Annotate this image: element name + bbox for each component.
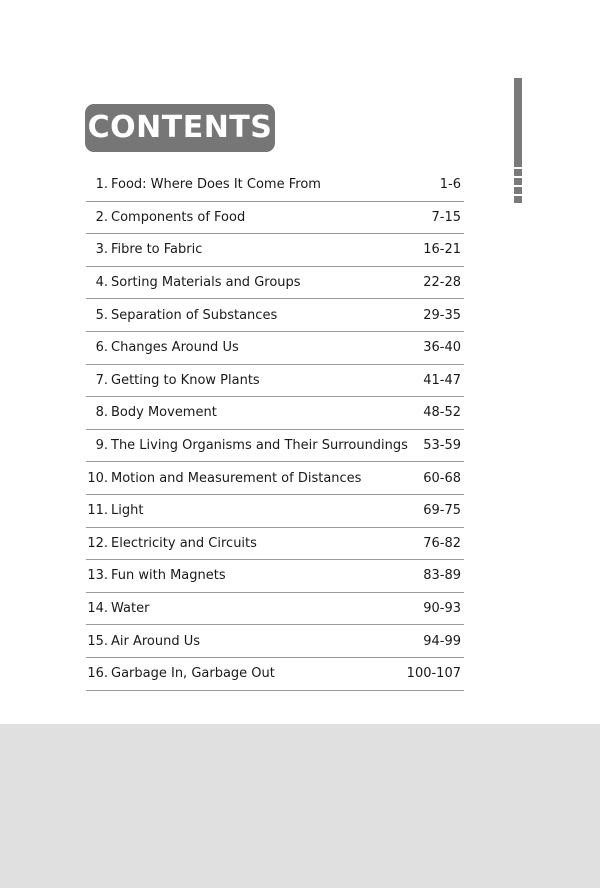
chapter-number: 11.	[87, 503, 108, 519]
chapter-title[interactable]: Food: Where Does It Come From	[111, 177, 321, 193]
toc-row[interactable]	[86, 593, 464, 626]
chapter-number: 1.	[95, 177, 108, 193]
chapter-number: 10.	[87, 470, 108, 486]
table-of-contents	[86, 169, 464, 691]
toc-row[interactable]	[86, 430, 464, 463]
chapter-number: 13.	[87, 568, 108, 584]
page-range: 7-15	[431, 209, 461, 225]
page-range: 16-21	[423, 242, 461, 258]
chapter-title[interactable]: Water	[111, 601, 150, 617]
page-range: 90-93	[423, 601, 461, 617]
chapter-number: 6.	[95, 340, 108, 356]
chapter-number: 8.	[95, 405, 108, 421]
chapter-title[interactable]: Sorting Materials and Groups	[111, 275, 301, 291]
toc-row[interactable]	[86, 397, 464, 430]
chapter-number: 9.	[95, 438, 108, 454]
page-range: 41-47	[423, 372, 461, 388]
toc-row[interactable]	[86, 234, 464, 267]
chapter-number: 15.	[87, 633, 108, 649]
toc-row[interactable]	[86, 528, 464, 561]
chapter-number: 16.	[87, 666, 108, 682]
chapter-title[interactable]: Getting to Know Plants	[111, 372, 260, 388]
page-range: 36-40	[423, 340, 461, 356]
chapter-title[interactable]: Fibre to Fabric	[111, 242, 203, 258]
chapter-number: 7.	[95, 372, 108, 388]
page-range: 94-99	[423, 633, 461, 649]
toc-row[interactable]	[86, 625, 464, 658]
page-range: 83-89	[423, 568, 461, 584]
toc-row[interactable]	[86, 202, 464, 235]
toc-row[interactable]	[86, 332, 464, 365]
page-range: 100-107	[406, 666, 461, 682]
chapter-title[interactable]: Separation of Substances	[111, 307, 278, 323]
footer-band	[0, 724, 600, 888]
toc-row[interactable]	[86, 169, 464, 202]
page-range: 48-52	[423, 405, 461, 421]
page-range: 76-82	[423, 535, 461, 551]
chapter-title[interactable]: The Living Organisms and Their Surroundings	[111, 438, 408, 454]
chapter-number: 5.	[95, 307, 108, 323]
chapter-number: 14.	[87, 601, 108, 617]
section-marker	[514, 78, 522, 204]
chapter-title[interactable]: Electricity and Circuits	[111, 535, 257, 551]
section-marker-stripes	[514, 160, 522, 204]
page-title: CONTENTS	[87, 110, 273, 145]
chapter-title[interactable]: Air Around Us	[111, 633, 201, 649]
chapter-title[interactable]: Fun with Magnets	[111, 568, 226, 584]
contents-heading-box	[85, 104, 275, 152]
page-range: 53-59	[423, 438, 461, 454]
toc-row[interactable]	[86, 462, 464, 495]
page-range: 69-75	[423, 503, 461, 519]
page-range: 29-35	[423, 307, 461, 323]
chapter-title[interactable]: Body Movement	[111, 405, 217, 421]
page-range: 22-28	[423, 275, 461, 291]
chapter-number: 4.	[95, 275, 108, 291]
toc-row[interactable]	[86, 495, 464, 528]
chapter-number: 2.	[95, 209, 108, 225]
section-marker-bar	[514, 78, 522, 160]
chapter-title[interactable]: Changes Around Us	[111, 340, 239, 356]
chapter-title[interactable]: Components of Food	[111, 209, 246, 225]
toc-row[interactable]	[86, 560, 464, 593]
toc-row[interactable]	[86, 267, 464, 300]
page-range: 60-68	[423, 470, 461, 486]
page-range: 1-6	[439, 177, 461, 193]
chapter-number: 12.	[87, 535, 108, 551]
chapter-number: 3.	[95, 242, 108, 258]
toc-row[interactable]	[86, 365, 464, 398]
chapter-title[interactable]: Garbage In, Garbage Out	[111, 666, 275, 682]
toc-row[interactable]	[86, 299, 464, 332]
chapter-title[interactable]: Light	[111, 503, 144, 519]
chapter-title[interactable]: Motion and Measurement of Distances	[111, 470, 362, 486]
toc-row[interactable]	[86, 658, 464, 691]
